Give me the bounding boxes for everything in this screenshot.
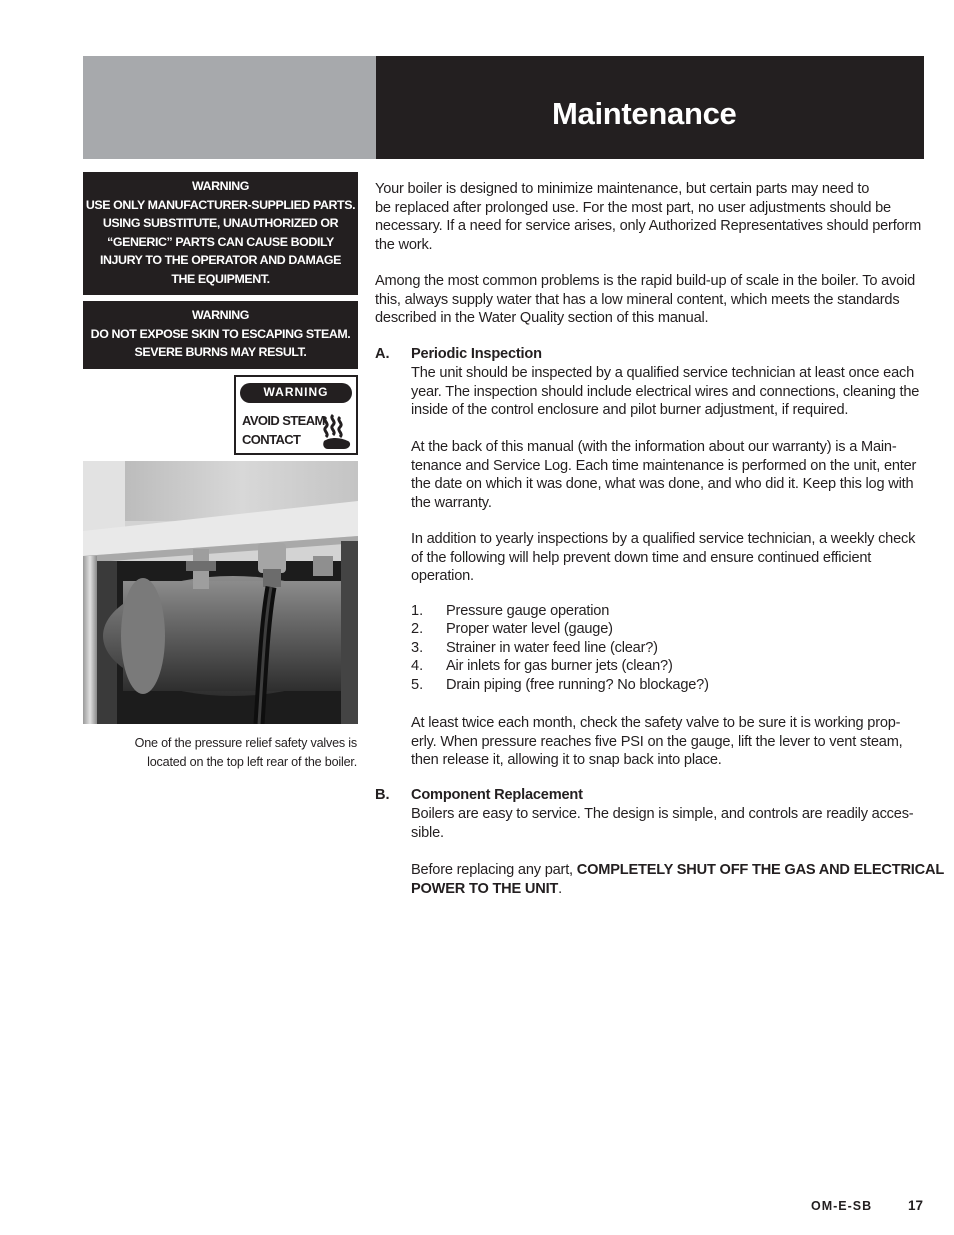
section-a-paragraph-1 bbox=[411, 364, 919, 420]
text-line: Boilers are easy to service. The design is simple, and controls are readily acces- bbox=[411, 806, 914, 822]
intro-paragraph-1 bbox=[375, 180, 921, 254]
text-line: erly. When pressure reaches five PSI on the gauge, lift the lever to vent steam, bbox=[411, 733, 903, 750]
text-line: Among the most common problems is the rapid build-up of scale in the boiler. To avoid bbox=[375, 273, 916, 289]
avoid-steam-warning-sign bbox=[234, 375, 358, 455]
text-line: inside of the control enclosure and pilot burner adjustment, if required. bbox=[411, 402, 849, 418]
steam-hand-icon bbox=[320, 407, 354, 451]
list-item-number: 5. bbox=[411, 677, 424, 693]
warning-line: INJURY TO THE OPERATOR AND DAMAGE bbox=[99, 253, 342, 267]
bold-warning-text: POWER TO THE UNIT bbox=[411, 880, 559, 897]
text-suffix: . bbox=[558, 880, 562, 897]
text-line: tenance and Service Log. Each time maintenance is performed on the unit, enter bbox=[411, 457, 917, 474]
list-item: Proper water level (gauge) bbox=[446, 621, 613, 637]
text-line bbox=[411, 880, 944, 899]
list-item: Pressure gauge operation bbox=[446, 603, 610, 619]
page-number: 17 bbox=[908, 1198, 924, 1213]
list-item-number: 3. bbox=[411, 640, 424, 656]
page-title: Maintenance bbox=[552, 96, 737, 131]
text-line: of the following will help prevent down time and ensure continued efficient bbox=[411, 549, 872, 566]
section-a-paragraph-4 bbox=[411, 714, 903, 770]
photo-caption bbox=[77, 734, 357, 771]
warning-heading: WARNING bbox=[191, 308, 250, 322]
bold-warning-text: COMPLETELY SHUT OFF THE GAS AND ELECTRICAL bbox=[576, 862, 945, 878]
text-line: sible. bbox=[411, 824, 444, 841]
text-line: the warranty. bbox=[411, 494, 492, 511]
section-b-paragraph-2 bbox=[411, 861, 944, 898]
text-line bbox=[411, 861, 944, 880]
warning-heading: WARNING bbox=[191, 179, 250, 193]
caption-line: One of the pressure relief safety valves is bbox=[134, 736, 357, 750]
list-item-number: 2. bbox=[411, 621, 424, 637]
header-grey-block bbox=[83, 56, 376, 159]
text-line: The unit should be inspected by a qualified service technician at least once each bbox=[411, 365, 915, 381]
text-line: operation. bbox=[411, 568, 474, 584]
sign-line-2: CONTACT bbox=[242, 432, 301, 447]
text-line: this, always supply water that has a low mineral content, which meets the standards bbox=[375, 291, 900, 308]
warning-line: THE EQUIPMENT. bbox=[171, 271, 270, 286]
boiler-safety-valve-photo bbox=[83, 461, 358, 724]
sign-line-1: AVOID STEAM bbox=[242, 413, 325, 428]
sign-banner bbox=[240, 383, 352, 403]
section-a-paragraph-2 bbox=[411, 438, 916, 512]
list-item: Drain piping (free running? No blockage?) bbox=[446, 677, 709, 693]
section-a-paragraph-3 bbox=[411, 530, 915, 586]
section-b-paragraph-1 bbox=[411, 805, 913, 842]
warning-line: USE ONLY MANUFACTURER-SUPPLIED PARTS. bbox=[85, 197, 356, 212]
list-item: Air inlets for gas burner jets (clean?) bbox=[446, 658, 673, 674]
text-line: necessary. If a need for service arises, only Authorized Representatives should perform bbox=[375, 218, 922, 234]
warning-line: USING SUBSTITUTE, UNAUTHORIZED OR bbox=[102, 216, 339, 230]
text-line: At the back of this manual (with the information about our warranty) is a Main- bbox=[411, 439, 897, 455]
text-line: At least twice each month, check the safety valve to be sure it is working prop- bbox=[411, 715, 901, 731]
document-code: OM-E-SB bbox=[811, 1199, 873, 1213]
text-line: In addition to yearly inspections by a qualified service technician, a weekly check bbox=[411, 531, 916, 547]
section-a-letter: A. bbox=[375, 346, 390, 362]
list-item-number: 1. bbox=[411, 603, 424, 619]
section-a-title: Periodic Inspection bbox=[411, 346, 542, 362]
intro-paragraph-2 bbox=[375, 272, 915, 328]
warning-line: DO NOT EXPOSE SKIN TO ESCAPING STEAM. bbox=[90, 326, 351, 341]
list-item-number: 4. bbox=[411, 658, 424, 674]
sign-banner-text: WARNING bbox=[263, 385, 329, 399]
text-line: year. The inspection should include electrical wires and connections, cleaning the bbox=[411, 383, 920, 400]
warning-line: “GENERIC” PARTS CAN CAUSE BODILY bbox=[107, 234, 334, 249]
text-line: the date on which it was done, what was done, and who did it. Keep this log with bbox=[411, 476, 914, 492]
text-prefix: Before replacing any part, bbox=[411, 862, 577, 878]
section-b-title: Component Replacement bbox=[411, 787, 583, 803]
text-line: then release it, allowing it to snap back into place. bbox=[411, 752, 722, 768]
list-item: Strainer in water feed line (clear?) bbox=[446, 640, 658, 656]
warning-box-parts bbox=[83, 172, 358, 295]
warning-line: SEVERE BURNS MAY RESULT. bbox=[134, 345, 307, 359]
text-line: described in the Water Quality section of this manual. bbox=[375, 310, 709, 326]
section-b-letter: B. bbox=[375, 787, 390, 803]
text-line: be replaced after prolonged use. For the most part, no user adjustments should be bbox=[375, 199, 891, 216]
caption-line: located on the top left rear of the boiler. bbox=[147, 754, 357, 769]
text-line: Your boiler is designed to minimize maintenance, but certain parts may need to bbox=[375, 181, 870, 197]
warning-box-steam bbox=[83, 301, 358, 369]
text-line: the work. bbox=[375, 236, 433, 253]
